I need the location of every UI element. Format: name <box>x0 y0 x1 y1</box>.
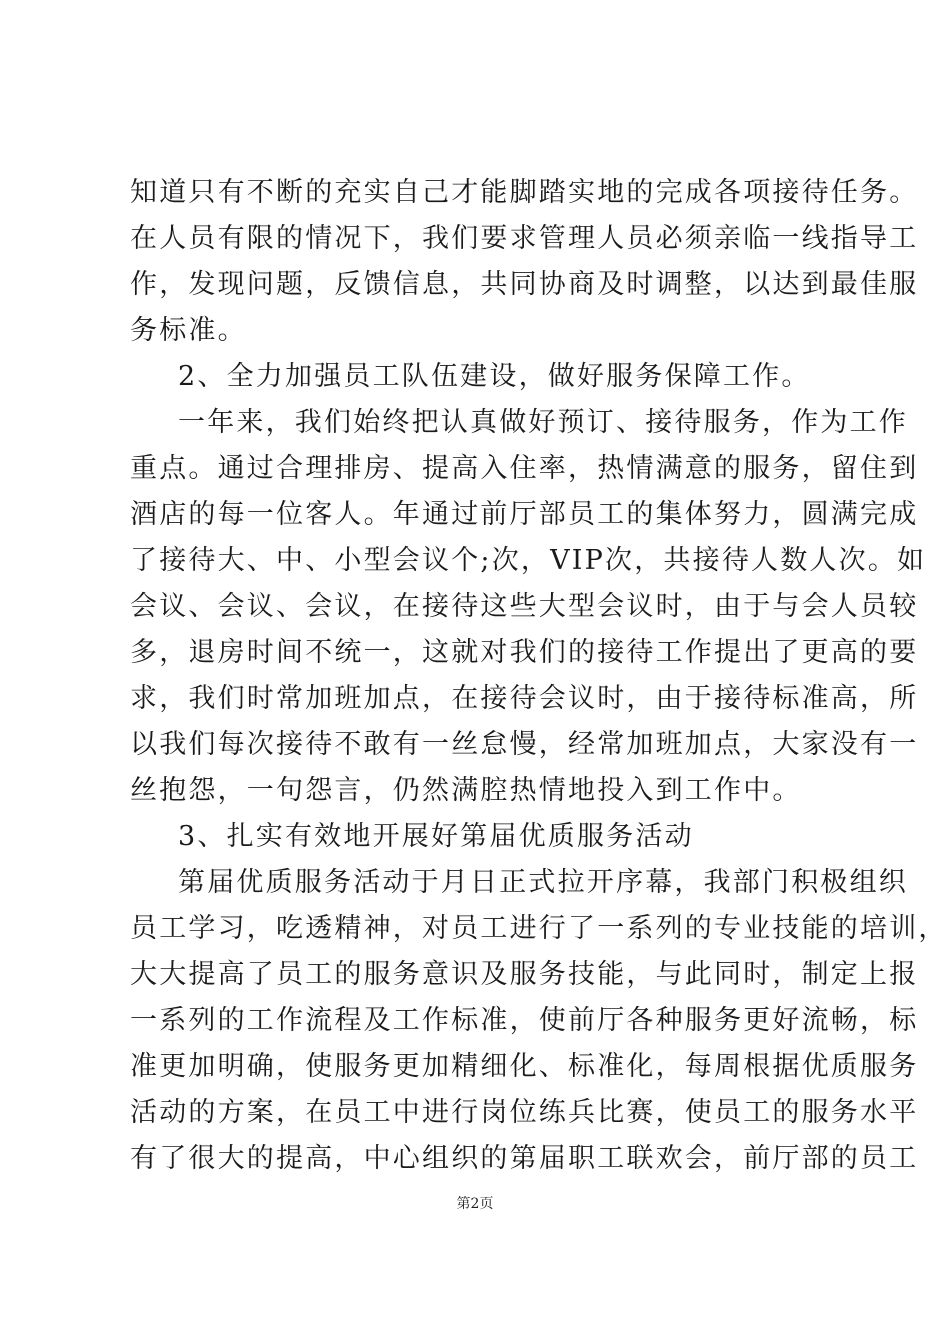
text-line: 在人员有限的情况下，我们要求管理人员必须亲临一线指导工 <box>130 223 919 254</box>
text-line: 知道只有不断的充实自己才能脚踏实地的完成各项接待任务。 <box>130 177 919 208</box>
text-line: 准更加明确，使服务更加精细化、标准化，每周根据优质服务 <box>130 1051 919 1082</box>
page-number: 第2页 <box>456 1196 494 1212</box>
text-line: 重点。通过合理排房、提高入住率，热情满意的服务，留住到 <box>130 453 919 484</box>
text-line: 酒店的每一位客人。年通过前厅部员工的集体努力，圆满完成 <box>130 499 919 530</box>
text-line: 活动的方案，在员工中进行岗位练兵比赛，使员工的服务水平 <box>130 1097 919 1128</box>
text-line: 求，我们时常加班加点，在接待会议时，由于接待标准高，所 <box>130 683 919 714</box>
section-heading: 2、全力加强员工队伍建设，做好服务保障工作。 <box>178 361 811 392</box>
text-line: 一年来，我们始终把认真做好预订、接待服务，作为工作 <box>178 407 908 438</box>
text-line: 务标准。 <box>130 315 247 346</box>
text-line: 员工学习，吃透精神，对员工进行了一系列的专业技能的培训， <box>130 913 948 944</box>
document-body <box>130 170 948 1182</box>
text-line: 第届优质服务活动于月日正式拉开序幕，我部门积极组织 <box>178 867 908 898</box>
text-line: 作，发现问题，反馈信息，共同协商及时调整，以达到最佳服 <box>130 269 919 300</box>
text-line: 一系列的工作流程及工作标准，使前厅各种服务更好流畅，标 <box>130 1005 919 1036</box>
text-line: 了接待大、中、小型会议个;次，VIP次，共接待人数人次。如 <box>130 545 927 576</box>
text-line: 丝抱怨，一句怨言，仍然满腔热情地投入到工作中。 <box>130 775 802 806</box>
text-line: 会议、会议、会议，在接待这些大型会议时，由于与会人员较 <box>130 591 919 622</box>
text-line: 大大提高了员工的服务意识及服务技能，与此同时，制定上报 <box>130 959 919 990</box>
section-heading: 3、扎实有效地开展好第届优质服务活动 <box>178 821 694 852</box>
text-line: 有了很大的提高，中心组织的第届职工联欢会，前厅部的员工 <box>130 1143 919 1174</box>
text-line: 多，退房时间不统一，这就对我们的接待工作提出了更高的要 <box>130 637 919 668</box>
text-line: 以我们每次接待不敢有一丝怠慢，经常加班加点，大家没有一 <box>130 729 919 760</box>
